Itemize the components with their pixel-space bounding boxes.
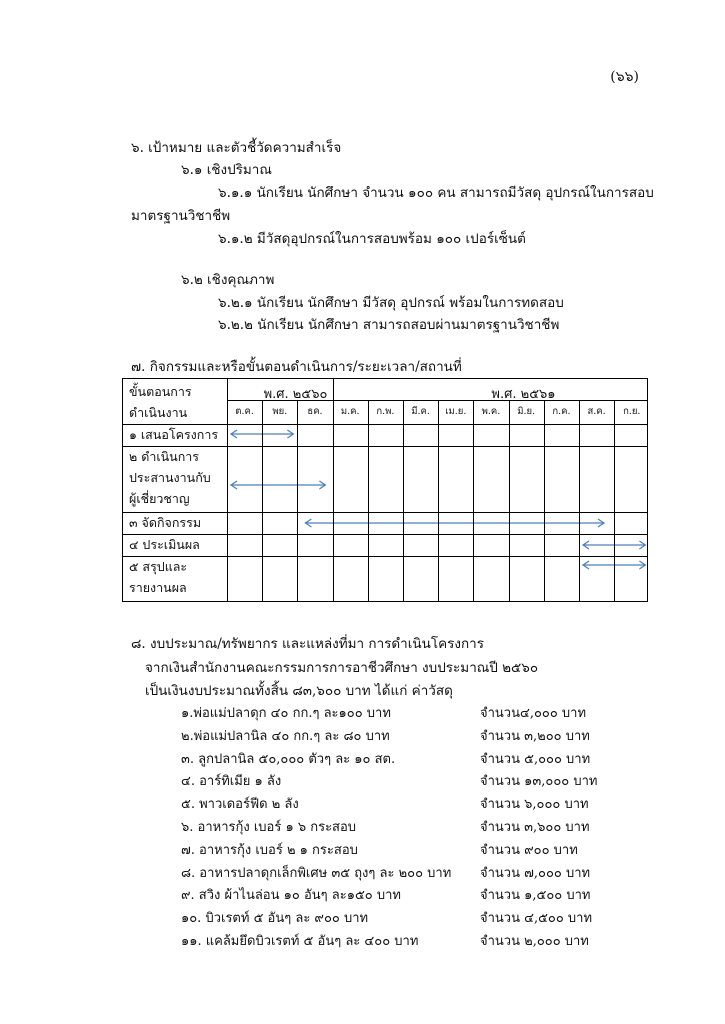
budget-item-label: ๑.พ่อแม่ปลาดุก ๔๐ กก.ๆ ละ๑๐๐ บาท bbox=[181, 706, 391, 721]
year-row-divider bbox=[227, 400, 647, 401]
table-column-divider bbox=[509, 400, 510, 601]
table-column-divider bbox=[403, 400, 404, 601]
budget-item-amount: จำนวน๔,๐๐๐ บาท bbox=[480, 706, 587, 721]
month-header: เม.ย. bbox=[445, 406, 467, 417]
budget-item-amount: จำนวน ๖,๐๐๐ บาท bbox=[480, 797, 589, 813]
quality-heading: ๖.๒ เชิงคุณภาพ bbox=[181, 272, 275, 288]
step-header: ดำเนินงาน bbox=[129, 405, 188, 420]
month-header: ธค. bbox=[307, 406, 323, 417]
table-row-divider bbox=[123, 534, 647, 535]
quantity-item-continuation: มาตรฐานวิชาชีพ bbox=[131, 208, 231, 224]
table-row-divider bbox=[123, 446, 647, 447]
quality-item: ๖.๒.๒ นักเรียน นักศึกษา สามารถสอบผ่านมาตรฐานวิชาชีพ bbox=[218, 317, 560, 333]
page-number: (๖๖) bbox=[610, 69, 639, 85]
budget-item-amount: จำนวน ๓,๖๐๐ บาท bbox=[480, 820, 590, 835]
month-header: ม.ค. bbox=[340, 406, 360, 417]
budget-item-label: ๑๐. บิวเรตท์ ๕ อันๆ ละ ๙๐๐ บาท bbox=[181, 911, 369, 927]
section6-heading: ๖. เป้าหมาย และตัวชี้วัดความสำเร็จ bbox=[131, 140, 342, 156]
budget-total: เป็นเงินงบประมาณทั้งสิ้น ๘๓,๖๐๐ บาท ได้แก่ ค่าวัสดุ bbox=[145, 683, 453, 699]
quantity-heading: ๖.๑ เชิงปริมาณ bbox=[181, 162, 272, 178]
table-column-divider bbox=[614, 400, 615, 601]
timeline-arrow bbox=[231, 481, 325, 489]
month-header: ก.พ. bbox=[376, 406, 395, 417]
section8-heading: ๘. งบประมาณ/ทรัพยากร และแหล่งที่มา การดำเนินโครงการ bbox=[131, 636, 484, 652]
budget-item-amount: จำนวน ๗,๐๐๐ บาท bbox=[480, 865, 591, 881]
budget-item-amount: จำนวน ๒,๐๐๐ บาท bbox=[480, 934, 589, 949]
month-header: ส.ค. bbox=[587, 406, 606, 417]
year-label-2561: พ.ศ. ๒๕๖๑ bbox=[491, 387, 556, 402]
month-header: ต.ค. bbox=[235, 406, 254, 417]
month-header: พ.ค. bbox=[481, 406, 501, 417]
task-label: ๔ ประเมินผล bbox=[129, 537, 200, 552]
table-column-divider bbox=[438, 400, 439, 601]
table-column-divider bbox=[368, 400, 369, 601]
budget-item-label: ๖. อาหารกุ้ง เบอร์ ๑ ๖ กระสอบ bbox=[181, 820, 357, 835]
quantity-item: ๖.๑.๒ มีวัสดุอุปกรณ์ในการสอบพร้อม ๑๐๐ เปอร์เซ็นต์ bbox=[218, 231, 526, 247]
schedule-table bbox=[122, 378, 648, 602]
quantity-item: ๖.๑.๑ นักเรียน นักศึกษา จำนวน ๑๐๐ คน สามารถมีวัสดุ อุปกรณ์ในการสอบ bbox=[218, 185, 654, 201]
step-header: ขั้นตอนการ bbox=[129, 384, 192, 399]
task-label: ๓ จัดกิจกรรม bbox=[129, 515, 202, 530]
budget-item-amount: จำนวน ๔,๕๐๐ บาท bbox=[480, 911, 593, 927]
task-label: รายงานผล bbox=[129, 580, 187, 595]
table-column-divider bbox=[473, 400, 474, 601]
month-header: ก.ย. bbox=[623, 406, 641, 417]
budget-source: จากเงินสำนักงานคณะกรรมการการอาชีวศึกษา งบประมาณปี ๒๕๖๐ bbox=[145, 660, 539, 676]
budget-item-label: ๕. พาวเดอร์ฟีด ๒ ลัง bbox=[181, 797, 299, 813]
budget-item-amount: จำนวน ๕,๐๐๐ บาท bbox=[480, 751, 591, 767]
table-column-divider bbox=[544, 400, 545, 601]
table-column-divider bbox=[297, 400, 298, 601]
task-label: ๑ เสนอโครงการ bbox=[129, 427, 219, 442]
budget-item-label: ๒.พ่อแม่ปลานิล ๔๐ กก.ๆ ละ ๘๐ บาท bbox=[181, 728, 390, 744]
task-label: ๒ ดำเนินการ bbox=[129, 449, 200, 464]
quality-item: ๖.๒.๑ นักเรียน นักศึกษา มีวัสดุ อุปกรณ์ พร้อมในการทดสอบ bbox=[218, 295, 564, 311]
budget-item-amount: จำนวน ๑,๕๐๐ บาท bbox=[480, 888, 591, 904]
budget-item-label: ๑๑. แคล้มยึดบิวเรตท์ ๕ อันๆ ละ ๔๐๐ บาท bbox=[181, 934, 419, 949]
budget-item-label: ๓. ลูกปลานิล ๕๐,๐๐๐ ตัวๆ ละ ๑๐ สต. bbox=[181, 751, 396, 767]
budget-item-label: ๗. อาหารกุ้ง เบอร์ ๒ ๑ กระสอบ bbox=[181, 842, 358, 858]
year-label-2560: พ.ศ. ๒๕๖๐ bbox=[263, 387, 328, 402]
budget-item-label: ๔. อาร์ทิเมีย ๑ ลัง bbox=[181, 774, 282, 790]
budget-item-amount: จำนวน ๑๓,๐๐๐ บาท bbox=[480, 774, 598, 790]
table-row-divider bbox=[123, 512, 647, 513]
budget-item-label: ๘. อาหารปลาดุกเล็กพิเศษ ๓๕ ถุงๆ ละ ๒๐๐ บาท bbox=[181, 865, 452, 881]
budget-item-amount: จำนวน ๙๐๐ บาท bbox=[480, 842, 578, 858]
table-row-divider bbox=[123, 556, 647, 557]
task-label: ประสานงานกับ bbox=[129, 470, 211, 485]
month-header: มี.ค. bbox=[411, 406, 430, 417]
task-label: ผู้เชี่ยวชาญ bbox=[129, 491, 190, 506]
task-label: ๕ สรุปและ bbox=[129, 559, 188, 574]
section7-heading: ๗. กิจกรรมและหรือขั้นตอนดำเนินการ/ระยะเวลา/สถานที่ bbox=[131, 359, 462, 375]
month-header: พย. bbox=[272, 406, 288, 417]
month-header: ก.ค. bbox=[552, 406, 571, 417]
month-header: มิ.ย. bbox=[517, 406, 536, 417]
budget-item-label: ๙. สวิง ผ้าไนล่อน ๑๐ อันๆ ละ๑๕๐ บาท bbox=[181, 888, 401, 904]
table-column-divider bbox=[579, 400, 580, 601]
table-column-divider bbox=[262, 400, 263, 601]
timeline-arrow bbox=[305, 519, 604, 527]
budget-item-amount: จำนวน ๓,๒๐๐ บาท bbox=[480, 728, 590, 744]
